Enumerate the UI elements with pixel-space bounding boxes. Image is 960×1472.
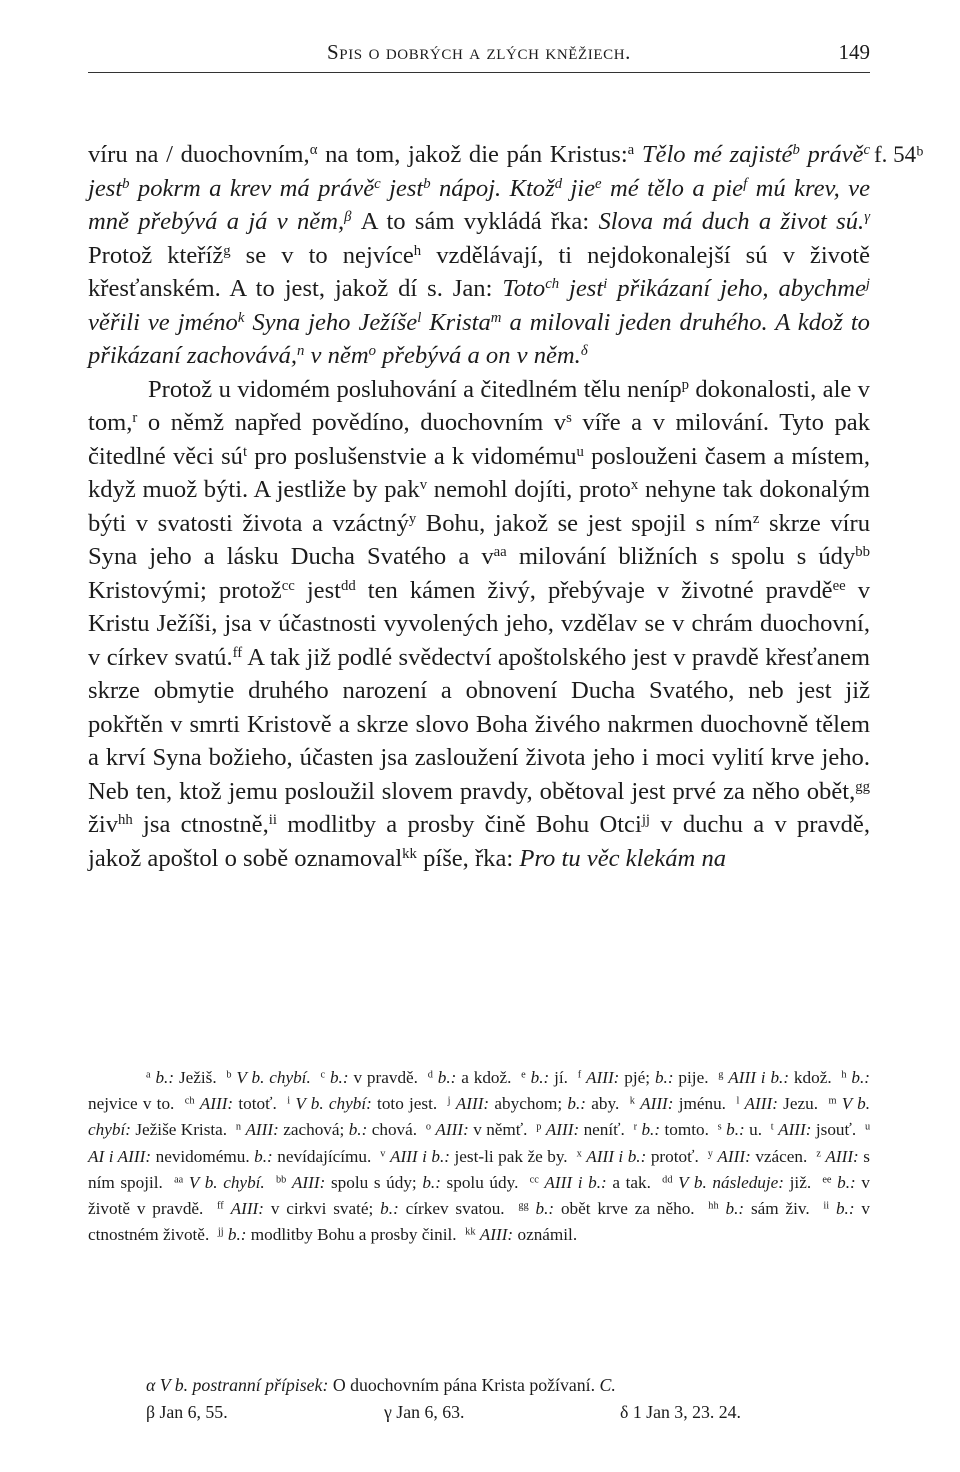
marginal-note-alpha: α V b. postranní přípisek: O duochovním pána Krista požívaní. C. xyxy=(146,1375,616,1395)
footnote-text: $^a$ b.: Ježiš. $^b$ V b. chybí. $^c$ b.: v pravdě. $^d$ b.: a kdož. $^e$ b.: jí. $^f$ AIII: pjé; b.: pije. $^g$ AIII i b.: kdož. $^h$ b.: nejvice v to. $^{ch}$ AIII: totoť. $^i$ V b. chybí: toto jest. $^j$ AIII: abychom; b.: aby. $^k$ AIII: jménu. $^l$ AIII: Jezu. $^m$ V b. chybí: Ježiše Krista. $^n$ AIII: zachová; b.: chová. $^o$ AIII: v němť. $^p$ AIII: neníť. $^r$ b.: tomto. $^s$ b.: u. $^t$ AIII: jsouť. $^u$ AI i AIII: nevidomému. b.: nevídajícímu. $^v$ AIII i b.: jest-li pak že by. $^x$ AIII i b.: protoť. $^y$ AIII: vzácen. $^z$ AIII: s ním spojil. $^{aa}$ V b. chybí. $^{bb}$ AIII: spolu s údy; b.: spolu údy. $^{cc}$ AIII i b.: a tak. $^{dd}$ V b. následuje: již. $^{ee}$ b.: v životě v pravdě. $^{ff}$ AIII: v cirkvi svaté; b.: církev svatou. $^{gg}$ b.: obět krve za něho. $^{hh}$ b.: sám živ. $^{ii}$ b.: v ctnostném životě. $^{jj}$ b.: modlitby Bohu a prosby činil. $^{kk}$ AIII: oznámil. xyxy=(88,1068,871,1245)
header-rule xyxy=(88,72,870,73)
folio-margin-note: f. 54ᵇ xyxy=(874,142,924,167)
page-number: 149 xyxy=(838,40,870,64)
bible-references xyxy=(88,1399,870,1426)
running-header xyxy=(88,40,870,70)
ref-beta: β Jan 6, 55. xyxy=(146,1401,228,1422)
ref-gamma: γ Jan 6, 63. xyxy=(384,1401,465,1422)
ref-delta: δ 1 Jan 3, 23. 24. xyxy=(620,1401,741,1422)
paragraph-2: Protož u vidomém posluhování a čitedlném tělu neníp$^p$ dokonalosti, ale v tom,$^r$ o němž napřed povědíno, duochovním $v^s$ víře a v milování. Tyto pak čitedlné věci $sú^t$ pro poslušenstvie a k vidomému$^u$ poslouženi časem a místem, když muož býti. A jestliže by pak$^v$ nemohl dojíti, proto$^x$ nehyne tak dokonalým býti v svatosti života a vzáctný$^y$ Bohu, jakož se jest spojil s ním$^z$ skrze víru Syna jeho a lásku Ducha Svatého a $v^{aa}$ milování bližních s spolu s údy$^{bb}$ Kristovými; protož$^{cc}$ jest$^{dd}$ ten kámen živý, přebývaje v životné pravdě$^{ee}$ v Kristu Ježíši, jsa v účastnosti vyvolených jeho, vzdělav se v chrám duochovní, v církev svatú.$^{ff}$ A tak již podlé svědectví apoštolského jest v pravdě křesťanem skrze obmytie druhého narození a obnovení Ducha Svatého, neb jest již pokřtěn v smrti Kristově a skrze slovo Boha živého nakrmen duochovně tělem a krví Syna božieho, účasten jsa zasloužení života jeho i moci vylití krve jeho. Neb ten, ktož jemu posloužil slovem pravdy, obětoval jest prvé za něho obět,$^{gg}$ živ$^{hh}$ jsa ctnostně,$^{ii}$ modlitby a prosby čině Bohu Otci$^{jj}$ v duchu a v pravdě, jakož apoštol o sobě oznamoval$^{kk}$ píše, řka: Pro tu věc klekám na xyxy=(88,375,871,872)
running-title: Spis o dobrých a zlých kněžiech. xyxy=(326,40,632,64)
main-text xyxy=(88,138,870,875)
footnotes xyxy=(88,1065,870,1248)
marginal-notes xyxy=(88,1372,870,1426)
paragraph-1: víru na / duochovním,$^\alpha$ na tom, jakož die pán Kristus:$^a$ Tělo mé zajisté$^b$ právě$^c$ jest$^b$ pokrm a krev má právě$^c$ jest$^b$ nápoj. Ktož$^d$ jie$^e$ mé tělo a pie$^f$ mú krev, ve mně přebývá a já v něm,$^\beta$ A to sám vykládá řka: Slova má duch a život sú.$^\gamma$ Protož kteříž$^g$ se v to nejvíce$^h$ vzdělávají, ti nejdokonalejší sú v životě křesťanském. A to jest, jakož dí s. Jan: Toto$^{ch}$ jest$^i$ přikázaní jeho, abychme$^j$ věřili ve jméno$^k$ Syna jeho Ježíše$^l$ Krista$^m$ a milovali jeden druhého. A kdož to přikázaní zachovává,$^n$ v něm$^o$ přebývá a on v něm.$^\delta$ xyxy=(88,141,871,369)
